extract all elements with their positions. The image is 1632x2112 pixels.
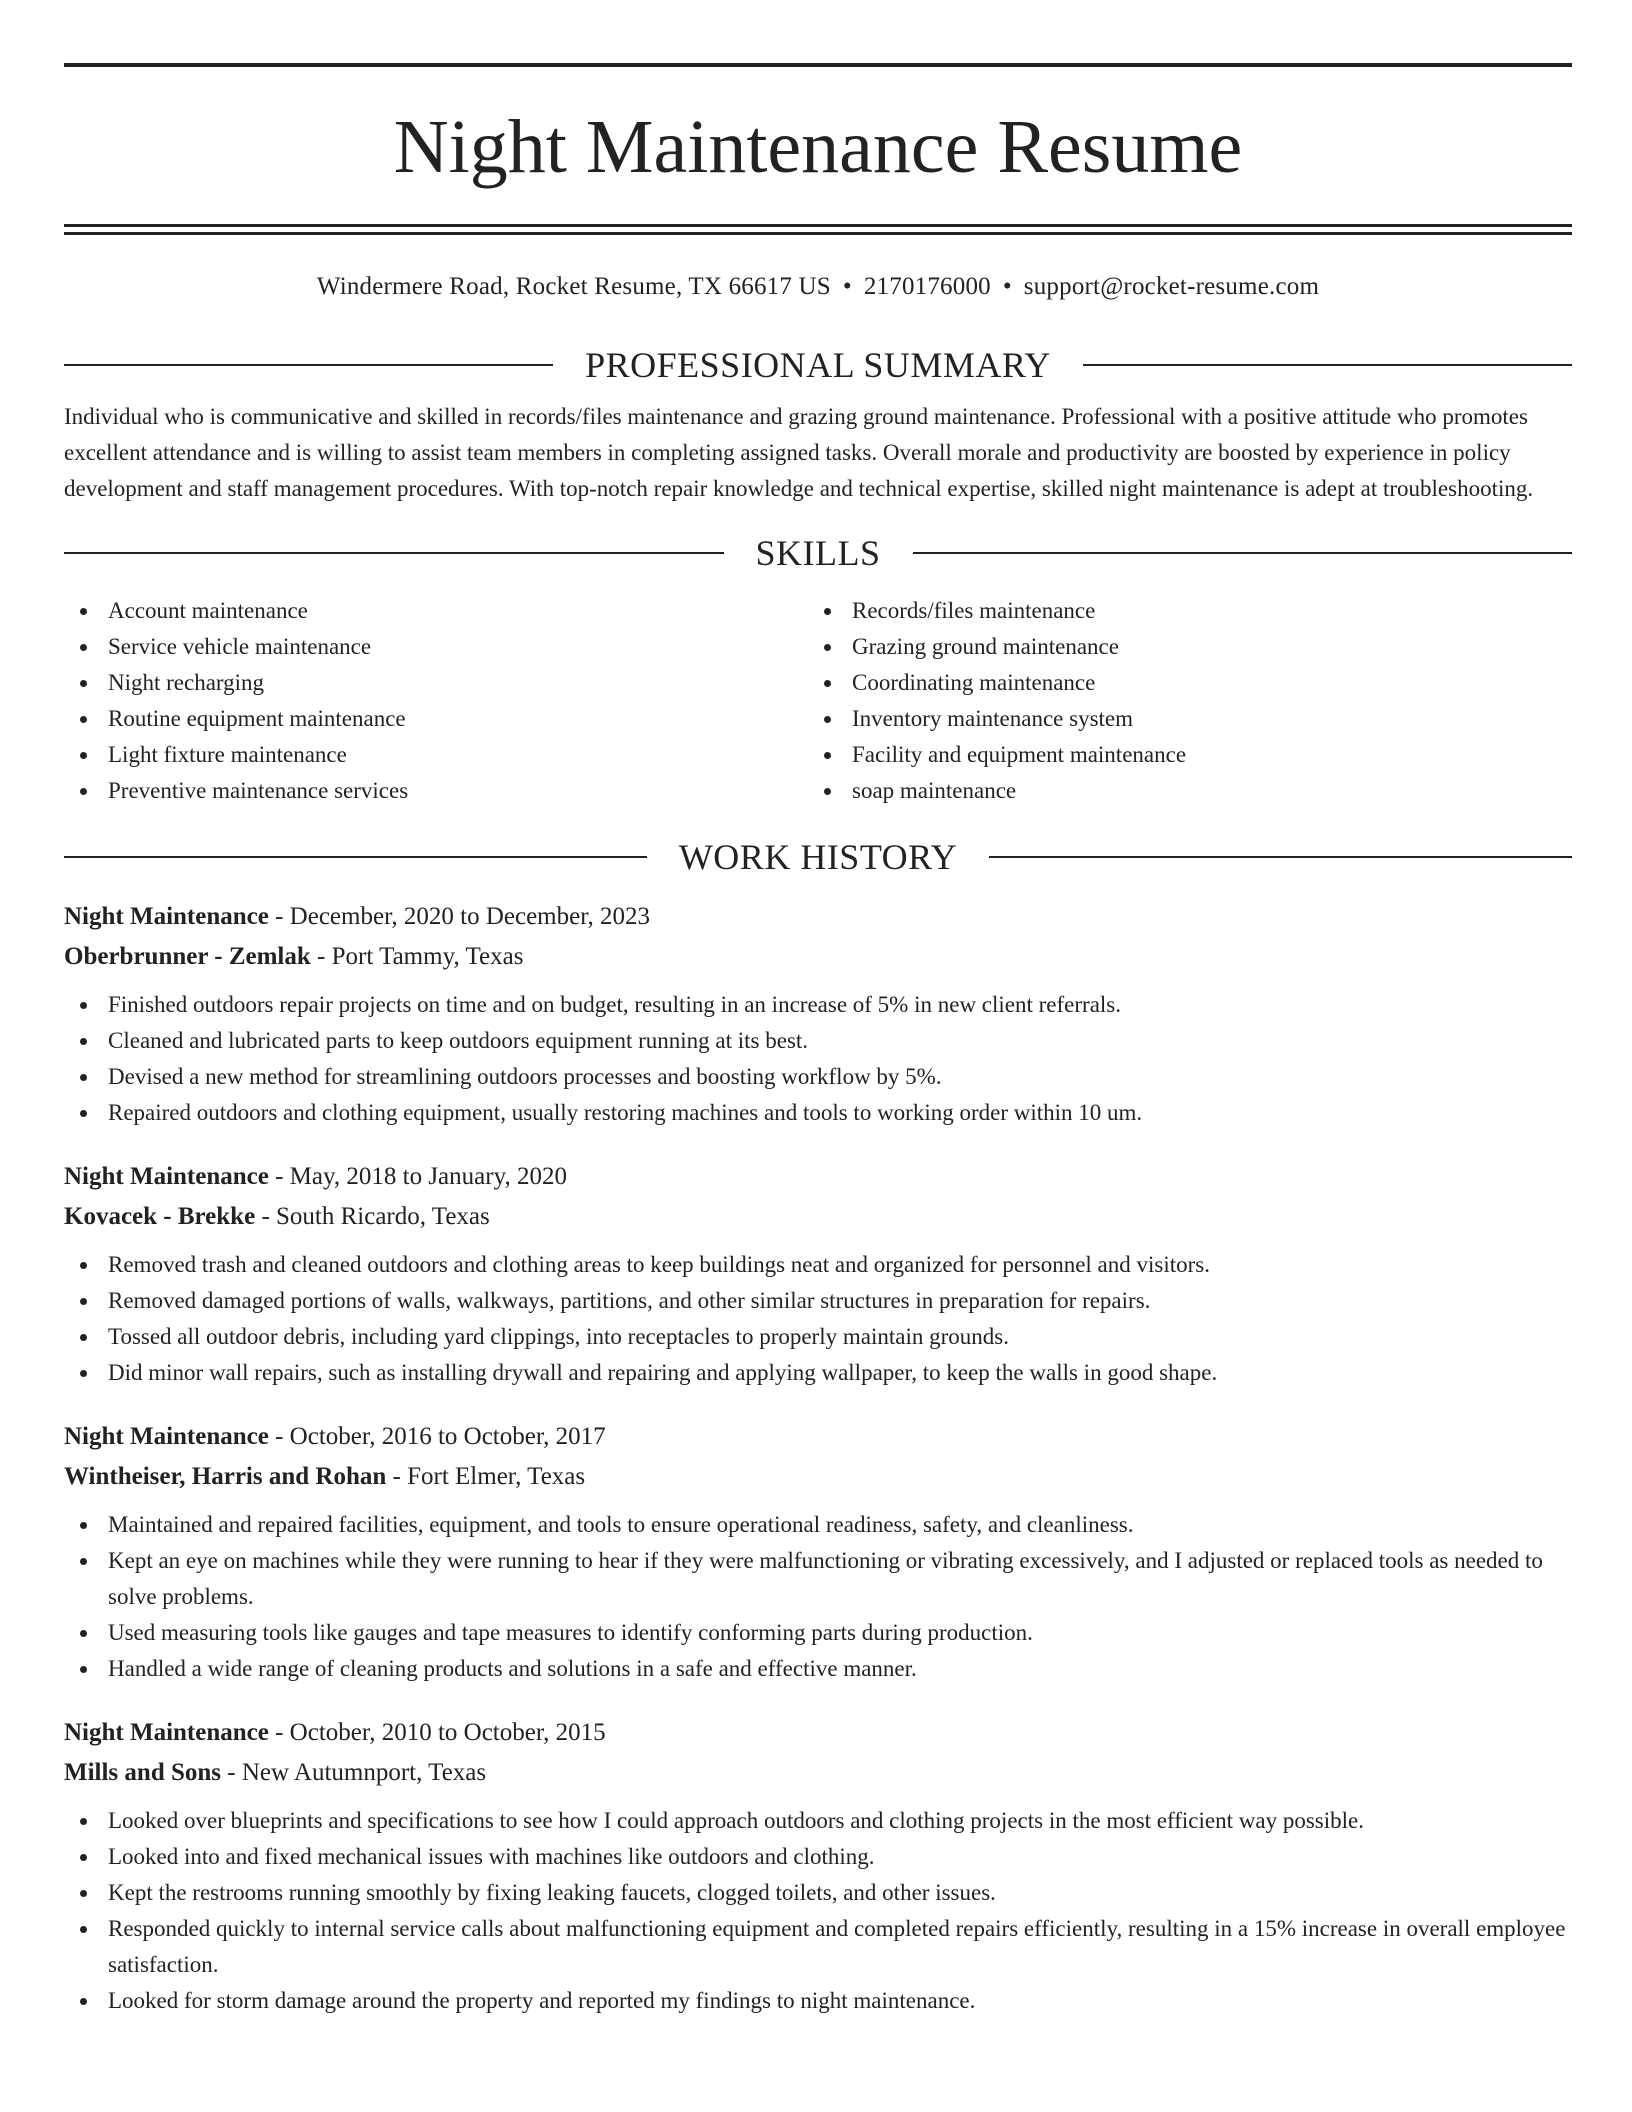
skill-item: Light fixture maintenance [64,737,808,773]
job-bullet: Looked for storm damage around the property and reported my findings to night maintenance. [64,1983,1572,2019]
job-company: Oberbrunner - Zemlak [64,943,311,970]
job-entry [64,897,1572,1131]
job-bullet: Cleaned and lubricated parts to keep outdoors equipment running at its best. [64,1023,1572,1059]
skill-item: Service vehicle maintenance [64,629,808,665]
skill-item: Night recharging [64,665,808,701]
job-bullet: Kept the restrooms running smoothly by fixing leaking faucets, clogged toilets, and other issues. [64,1875,1572,1911]
job-dates: - October, 2016 to October, 2017 [268,1423,606,1450]
heading-rule-left [64,552,724,554]
job-bullet: Looked into and fixed mechanical issues with machines like outdoors and clothing. [64,1839,1572,1875]
job-bullets [64,987,1572,1131]
job-title: Night Maintenance [64,1423,269,1450]
job-title-line [64,897,1572,937]
contact-line [64,269,1572,305]
heading-rule-right [989,856,1572,858]
skill-item: Coordinating maintenance [808,665,1552,701]
heading-rule-right [1083,364,1572,366]
skills-list [64,593,1572,809]
title-double-rule [64,224,1572,235]
job-bullet: Maintained and repaired facilities, equipment, and tools to ensure operational readiness, safety, and cleanliness. [64,1507,1572,1543]
job-bullet: Handled a wide range of cleaning products and solutions in a safe and effective manner. [64,1651,1572,1687]
job-dates: - December, 2020 to December, 2023 [268,903,651,930]
contact-email: support@rocket-resume.com [1023,273,1320,300]
heading-rule-left [64,364,553,366]
job-bullets [64,1803,1572,2019]
job-title: Night Maintenance [64,1163,269,1190]
job-dates: - October, 2010 to October, 2015 [268,1719,606,1746]
job-bullet: Removed trash and cleaned outdoors and clothing areas to keep buildings neat and organized for personnel and visitors. [64,1247,1572,1283]
job-location: - Fort Elmer, Texas [386,1463,586,1490]
skill-item: Inventory maintenance system [808,701,1552,737]
resume-title: Night Maintenance Resume [393,105,1243,189]
job-bullet: Finished outdoors repair projects on time and on budget, resulting in an increase of 5% in new client referrals. [64,987,1572,1023]
skill-item: soap maintenance [808,773,1552,809]
professional-summary: Individual who is communicative and skilled in records/files maintenance and grazing ground maintenance. Professional with a positive attitude who promotes excellent attendance and is willing to assist team members in completing assigned tasks. Overall morale and productivity are boosted by experience in policy development and staff management procedures. With top-notch repair knowledge and technical expertise, skilled night maintenance is adept at troubleshooting. [64,404,1534,501]
top-rule [64,63,1572,67]
job-bullet: Repaired outdoors and clothing equipment, usually restoring machines and tools to working order within 10 um. [64,1095,1572,1131]
job-company: Kovacek - Brekke [64,1203,256,1230]
contact-address: Windermere Road, Rocket Resume, TX 66617 US [316,273,831,300]
job-entry [64,1157,1572,1391]
job-bullet: Used measuring tools like gauges and tape measures to identify conforming parts during production. [64,1615,1572,1651]
skill-item: Records/files maintenance [808,593,1552,629]
job-company-line [64,1197,1572,1237]
skills-heading-label: SKILLS [755,533,881,573]
summary-heading [64,345,1572,385]
skills-column-right [808,593,1552,809]
skill-item: Facility and equipment maintenance [808,737,1552,773]
job-title: Night Maintenance [64,903,269,930]
job-company: Mills and Sons [64,1759,222,1786]
contact-phone: 2170176000 [863,273,991,300]
job-company: Wintheiser, Harris and Rohan [64,1463,387,1490]
job-title-line [64,1713,1572,1753]
job-bullet: Removed damaged portions of walls, walkways, partitions, and other similar structures in preparation for repairs. [64,1283,1572,1319]
job-entry [64,1713,1572,2019]
summary-heading-label: PROFESSIONAL SUMMARY [585,345,1051,385]
job-company-line [64,937,1572,977]
job-company-line [64,1457,1572,1497]
skill-item: Routine equipment maintenance [64,701,808,737]
job-title-line [64,1417,1572,1457]
heading-rule-right [913,552,1573,554]
job-dates: - May, 2018 to January, 2020 [268,1163,567,1190]
contact-separator: • [1002,273,1012,300]
skills-column-left [64,593,808,809]
skills-heading [64,533,1572,573]
job-title-line [64,1157,1572,1197]
work-history-heading [64,837,1572,877]
heading-rule-left [64,856,647,858]
job-bullet: Kept an eye on machines while they were running to hear if they were malfunctioning or vibrating excessively, and I adjusted or replaced tools as needed to solve problems. [64,1543,1572,1615]
job-bullet: Tossed all outdoor debris, including yard clippings, into receptacles to properly maintain grounds. [64,1319,1572,1355]
work-history-heading-label: WORK HISTORY [678,837,958,877]
job-bullets [64,1247,1572,1391]
job-title: Night Maintenance [64,1719,269,1746]
job-company-line [64,1753,1572,1793]
job-bullet: Did minor wall repairs, such as installing drywall and repairing and applying wallpaper, to keep the walls in good shape. [64,1355,1572,1391]
job-bullet: Devised a new method for streamlining outdoors processes and boosting workflow by 5%. [64,1059,1572,1095]
job-bullets [64,1507,1572,1687]
skill-item: Grazing ground maintenance [808,629,1552,665]
job-entry [64,1417,1572,1687]
job-location: - Port Tammy, Texas [310,943,524,970]
resume-page [64,0,1572,2019]
job-bullet: Responded quickly to internal service calls about malfunctioning equipment and completed repairs efficiently, resulting in a 15% increase in overall employee satisfaction. [64,1911,1572,1983]
job-location: - New Autumnport, Texas [221,1759,487,1786]
skill-item: Account maintenance [64,593,808,629]
skill-item: Preventive maintenance services [64,773,808,809]
contact-separator: • [842,273,852,300]
job-location: - South Ricardo, Texas [255,1203,490,1230]
job-bullet: Looked over blueprints and specifications to see how I could approach outdoors and clothing projects in the most efficient way possible. [64,1803,1572,1839]
